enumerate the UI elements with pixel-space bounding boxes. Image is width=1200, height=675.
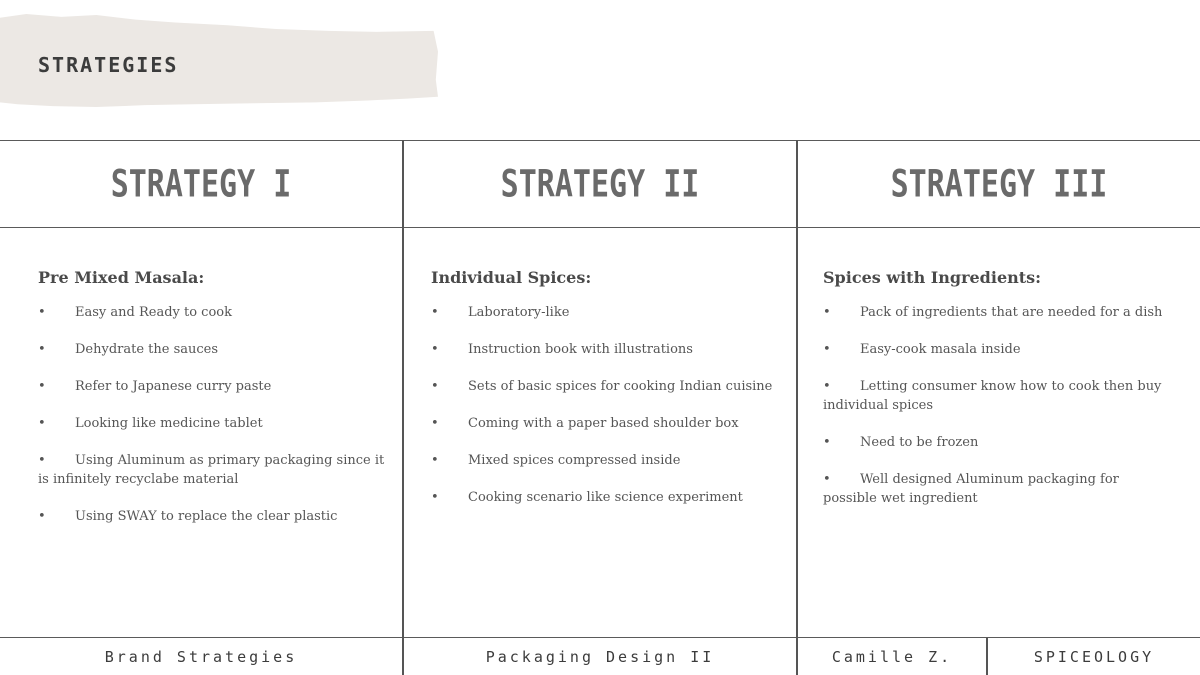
strategy-2-body: [431, 268, 776, 525]
list-item: • Sets of basic spices for cooking Indian cuisine: [431, 379, 773, 394]
list-item: • Need to be frozen: [823, 435, 979, 450]
strategy-3-heading: STRATEGY III: [890, 162, 1108, 206]
list-item: • Easy and Ready to cook: [38, 305, 232, 320]
bullet: •: [38, 509, 46, 524]
bullet: •: [38, 305, 46, 320]
bullet: •: [38, 379, 46, 394]
list-item: • Using SWAY to replace the clear plastic: [38, 509, 338, 524]
list-item: • Cooking scenario like science experiment: [431, 490, 743, 505]
list-item: • Instruction book with illustrations: [431, 342, 693, 357]
strategy-3-body: [823, 268, 1173, 526]
bullet: •: [38, 416, 46, 431]
footer-brand-label: SPICEOLOGY: [1033, 647, 1155, 666]
bullet: •: [823, 379, 831, 394]
strategy-1-heading: STRATEGY I: [110, 162, 292, 206]
list-item: • Letting consumer know how to cook then buy individual spices: [823, 379, 1162, 413]
footer-author-label: Camille Z.: [831, 647, 953, 666]
bullet: •: [823, 342, 831, 357]
strategy-3-subtitle: Spices with Ingredients:: [823, 268, 1042, 287]
bullet: •: [38, 342, 46, 357]
strategy-2-subtitle: Individual Spices:: [431, 268, 592, 287]
strategy-1-subtitle: Pre Mixed Masala:: [38, 268, 205, 287]
list-item: • Mixed spices compressed inside: [431, 453, 681, 468]
list-item: • Looking like medicine tablet: [38, 416, 263, 431]
bullet: •: [823, 305, 831, 320]
strategy-2-heading: STRATEGY II: [500, 162, 700, 206]
bullet: •: [823, 472, 831, 487]
list-item: • Using Aluminum as primary packaging since it is infinitely recyclabe material: [38, 453, 385, 487]
bullet: •: [38, 453, 46, 468]
bullet: •: [431, 416, 439, 431]
bullet: •: [431, 490, 439, 505]
list-item: • Dehydrate the sauces: [38, 342, 219, 357]
bullet: •: [431, 379, 439, 394]
strategy-2-list: [431, 303, 776, 507]
bullet: •: [823, 435, 831, 450]
strategy-1-body: [38, 268, 388, 544]
footer-course-label: Packaging Design II: [485, 647, 715, 666]
list-item: • Easy-cook masala inside: [823, 342, 1021, 357]
list-item: • Well designed Aluminum packaging for possible wet ingredient: [823, 472, 1119, 506]
list-item: • Pack of ingredients that are needed for a dish: [823, 305, 1163, 320]
list-item: • Laboratory-like: [431, 305, 570, 320]
list-item: • Refer to Japanese curry paste: [38, 379, 272, 394]
bullet: •: [431, 305, 439, 320]
bullet: •: [431, 342, 439, 357]
footer-section-label: Brand Strategies: [104, 647, 298, 666]
page-title: STRATEGIES: [38, 53, 179, 77]
strategy-3-list: [823, 303, 1173, 508]
strategy-1-list: [38, 303, 388, 526]
bullet: •: [431, 453, 439, 468]
list-item: • Coming with a paper based shoulder box: [431, 416, 739, 431]
